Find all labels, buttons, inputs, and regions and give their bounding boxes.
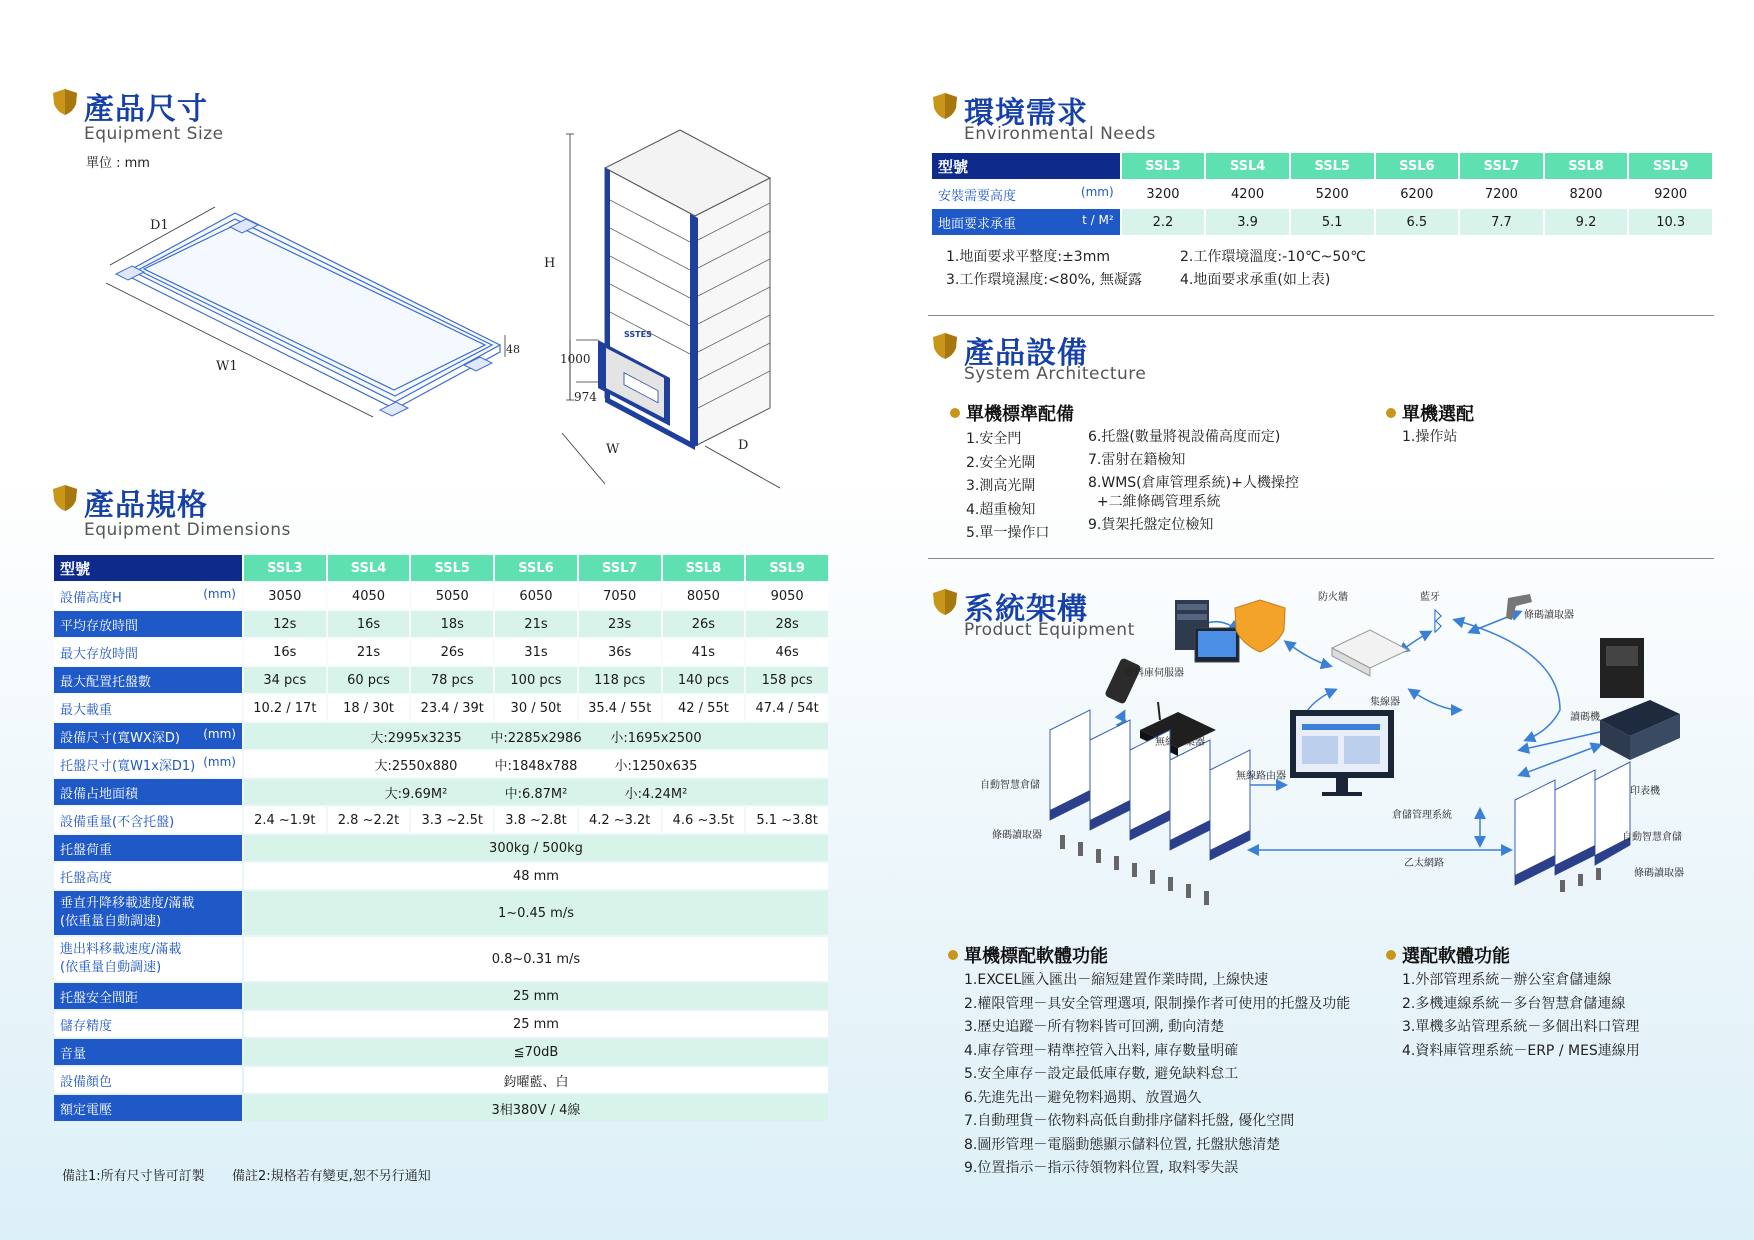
list-item: 3.歷史追蹤－所有物料皆可回溯, 動向清楚: [964, 1019, 1225, 1035]
opt-software-list: [1402, 969, 1640, 1063]
row-label: 托盤荷重: [54, 835, 242, 861]
table-cell: 34 pcs: [244, 667, 326, 693]
table-cell: 3200: [1122, 181, 1205, 207]
table-cell: 158 pcs: [746, 667, 828, 693]
section-subtitle: System Architecture: [964, 364, 1147, 384]
list-item: 4.超重檢知: [966, 501, 1036, 518]
tower-diagram: [540, 128, 800, 498]
env-note-4: 4.地面要求承重(如上表): [1180, 272, 1331, 288]
list-item: 4.庫存管理－精準控管入出料, 庫存數量明確: [964, 1042, 1239, 1059]
table-cell: 46s: [746, 639, 828, 665]
standard-list-col1: [966, 428, 1049, 546]
table-row: [54, 695, 828, 721]
wireless-collector-label: 無線採集器: [1155, 737, 1205, 748]
section-subtitle: Equipment Dimensions: [84, 520, 291, 540]
table-cell: 3.9: [1206, 209, 1289, 235]
table-cell: 3050: [244, 583, 326, 609]
table-cell: 2.4 ~1.9t: [244, 807, 326, 833]
span-cell: 25 mm: [244, 983, 828, 1009]
table-cell: 8050: [663, 583, 745, 609]
opt-software-heading: 選配軟體功能: [1386, 942, 1510, 968]
row-label: 進出料移載速度/滿載 (依重量自動調速): [54, 937, 242, 981]
depth-label: D: [738, 438, 749, 453]
row-label: 額定電壓: [54, 1095, 242, 1121]
height-label: H: [544, 256, 556, 271]
auto-warehouse-right-label: 自動智慧倉儲: [1622, 832, 1682, 843]
list-item: 1.EXCEL匯入匯出－縮短建置作業時間, 上線快速: [964, 972, 1269, 988]
equipment-dimensions-heading: [52, 480, 352, 550]
row-label: 托盤尺寸(寬W1x深D1) (mm): [54, 751, 242, 777]
list-item: 6.先進先出－避免物料過期、放置過久: [964, 1089, 1202, 1106]
model-cell: SSL4: [1206, 153, 1289, 179]
span-cell: 25 mm: [244, 1011, 828, 1037]
table-cell: 41s: [663, 639, 745, 665]
table-row: [54, 835, 828, 861]
model-cell: SSL9: [746, 555, 828, 581]
shield-icon: [932, 92, 958, 120]
table-cell: 35.4 / 55t: [579, 695, 661, 721]
table-cell: 31s: [495, 639, 577, 665]
list-item: 4.資料庫管理系統－ERP / MES連線用: [1402, 1042, 1640, 1059]
table-cell: 6200: [1376, 181, 1459, 207]
table-cell: 6050: [495, 583, 577, 609]
divider: [928, 558, 1714, 559]
list-item: 2.安全光閘: [966, 454, 1036, 471]
system-architecture-heading: [932, 328, 1232, 388]
server-icon: [1175, 600, 1239, 662]
table-cell: 100 pcs: [495, 667, 577, 693]
table-row: [54, 863, 828, 889]
table-cell: 26s: [663, 611, 745, 637]
list-item: 6.托盤(數量將視設備高度而定): [1088, 429, 1281, 445]
table-header-row: [932, 153, 1712, 179]
table-cell: 4.6 ~3.5t: [663, 807, 745, 833]
table-cell: 10.3: [1629, 209, 1712, 235]
firewall-label: 防火牆: [1318, 592, 1348, 603]
section-subtitle: Environmental Needs: [964, 124, 1156, 144]
auto-warehouse-left-label: 自動智慧倉儲: [980, 780, 1040, 791]
model-cell: SSL5: [411, 555, 493, 581]
table-cell: 5200: [1291, 181, 1374, 207]
row-label: 地面要求承重 t / M²: [932, 209, 1120, 235]
table-cell: 5050: [411, 583, 493, 609]
span-cell: 鈞曜藍、白: [244, 1067, 828, 1093]
table-row: [54, 583, 828, 609]
model-cell: SSL6: [1376, 153, 1459, 179]
section-title: 產品規格: [84, 488, 208, 523]
list-item: 2.權限管理－具安全管理選項, 限制操作者可使用的托盤及功能: [964, 995, 1351, 1012]
table-cell: 9.2: [1545, 209, 1628, 235]
span-cell: 大:9.69M² 中:6.87M² 小:4.24M²: [244, 779, 828, 805]
list-item: 7.雷射在籍檢知: [1088, 452, 1186, 468]
table-row: [54, 891, 828, 935]
table-cell: 7050: [579, 583, 661, 609]
table-row: [54, 611, 828, 637]
shield-icon: [52, 88, 78, 116]
table-row: [54, 751, 828, 777]
std-software-heading: 單機標配軟體功能: [948, 942, 1108, 968]
unit-label: 單位 : mm: [86, 156, 150, 171]
model-cell: SSL8: [663, 555, 745, 581]
table-cell: 47.4 / 54t: [746, 695, 828, 721]
model-cell: SSL5: [1291, 153, 1374, 179]
env-note-2: 2.工作環境溫度:-10℃~50℃: [1180, 249, 1366, 265]
note-1: 備註1:所有尺寸皆可訂製: [62, 1169, 205, 1184]
bluetooth-label: 藍牙: [1420, 592, 1440, 603]
table-cell: 9200: [1629, 181, 1712, 207]
table-row: [54, 667, 828, 693]
divider: [928, 315, 1714, 316]
row-label: 最大載重: [54, 695, 242, 721]
table-cell: 140 pcs: [663, 667, 745, 693]
environmental-needs-heading: [932, 88, 1232, 148]
section-title: 產品尺寸: [84, 92, 208, 127]
row-label: 設備顏色: [54, 1067, 242, 1093]
door-logo: SSTES: [624, 330, 652, 339]
span-cell: 大:2550x880 中:1848x788 小:1250x635: [244, 751, 828, 777]
barcode-reader-left-label: 條碼讀取器: [992, 830, 1042, 841]
list-item: 8.WMS(倉庫管理系統)+人機操控: [1088, 475, 1299, 491]
row-label: 音量: [54, 1039, 242, 1065]
list-item: 5.安全庫存－設定最低庫存數, 避免缺料怠工: [964, 1066, 1239, 1082]
model-cell: SSL6: [495, 555, 577, 581]
table-cell: 28s: [746, 611, 828, 637]
table-cell: 4.2 ~3.2t: [579, 807, 661, 833]
row-label: 儲存精度: [54, 1011, 242, 1037]
shield-icon: [932, 332, 958, 360]
row-label: 托盤安全間距: [54, 983, 242, 1009]
table-cell: 42 / 55t: [663, 695, 745, 721]
spec-table: [52, 553, 830, 1123]
env-table: [930, 151, 1714, 237]
model-cell: SSL7: [579, 555, 661, 581]
list-item: 2.多機連線系統－多台智慧倉儲連線: [1402, 995, 1626, 1012]
d1-label: D1: [150, 218, 169, 233]
table-row: [54, 983, 828, 1009]
section-title: 產品設備: [964, 336, 1088, 371]
env-note-3: 3.工作環境濕度:<80%, 無凝露: [946, 272, 1142, 288]
barcode-reader-right-label: 條碼讀取器: [1634, 868, 1684, 879]
table-cell: 78 pcs: [411, 667, 493, 693]
table-row: [54, 639, 828, 665]
table-row: [54, 1067, 828, 1093]
row-label: 最大存放時間: [54, 639, 242, 665]
table-cell: 4050: [328, 583, 410, 609]
table-cell: 6.5: [1376, 209, 1459, 235]
table-cell: 18s: [411, 611, 493, 637]
model-cell: SSL9: [1629, 153, 1712, 179]
span-cell: 3相380V / 4線: [244, 1095, 828, 1121]
table-row: [54, 1095, 828, 1121]
span-cell: 48 mm: [244, 863, 828, 889]
row-label: 托盤高度: [54, 863, 242, 889]
table-row: [54, 779, 828, 805]
table-cell: 30 / 50t: [495, 695, 577, 721]
span-cell: 0.8~0.31 m/s: [244, 937, 828, 981]
model-cell: SSL8: [1545, 153, 1628, 179]
section-title: 系統架構: [964, 592, 1088, 627]
wireless-router-label: 無線路由器: [1236, 771, 1286, 782]
model-cell: SSL3: [1122, 153, 1205, 179]
shield-icon: [52, 484, 78, 512]
architecture-diagram: [960, 580, 1700, 940]
list-item: 3.單機多站管理系統－多個出料口管理: [1402, 1019, 1640, 1035]
list-item: 5.單一操作口: [966, 525, 1050, 541]
section-subtitle: Product Equipment: [964, 620, 1135, 640]
barcode-reader-top-label: 條碼讀取器: [1524, 610, 1574, 621]
table-cell: 36s: [579, 639, 661, 665]
list-item: 3.測高光閘: [966, 478, 1036, 494]
table-cell: 4200: [1206, 181, 1289, 207]
env-note-1: 1.地面要求平整度:±3mm: [946, 249, 1110, 265]
wms-label: 倉儲管理系統: [1392, 810, 1452, 821]
row-label: 設備尺寸(寬WX深D) (mm): [54, 723, 242, 749]
table-cell: 26s: [411, 639, 493, 665]
hub-label: 集線器: [1370, 697, 1400, 708]
optional-list-item: 1.操作站: [1402, 429, 1458, 445]
table-cell: 2.2: [1122, 209, 1205, 235]
model-cell: SSL3: [244, 555, 326, 581]
table-cell: 18 / 30t: [328, 695, 410, 721]
standard-list-col2: [1088, 428, 1299, 535]
table-cell: 21s: [328, 639, 410, 665]
span-cell: 大:2995x3235 中:2285x2986 小:1695x2500: [244, 723, 828, 749]
ethernet-label: 乙太網路: [1404, 858, 1444, 869]
std-software-list: [964, 969, 1350, 1181]
list-item: 9.位置指示－指示待領物料位置, 取料零失誤: [964, 1160, 1239, 1176]
opening-height-label: 974: [574, 390, 597, 404]
table-row: [54, 1039, 828, 1065]
header-cell: 型號: [54, 555, 242, 581]
table-row: [932, 209, 1712, 235]
table-row: [54, 723, 828, 749]
tray-height-label: 48: [506, 343, 520, 356]
row-label: 垂直升降移載速度/滿載 (依重量自動調速): [54, 891, 242, 935]
door-height-label: 1000: [560, 352, 591, 366]
printer-label: 印表機: [1630, 786, 1660, 797]
optional-config-heading: 單機選配: [1386, 400, 1474, 426]
span-cell: 1~0.45 m/s: [244, 891, 828, 935]
list-item: +二維條碼管理系統: [1088, 494, 1221, 510]
table-row: [54, 807, 828, 833]
row-label: 設備高度H (mm): [54, 583, 242, 609]
svg-text:ᛒ: ᛒ: [1430, 607, 1446, 637]
list-item: 1.外部管理系統－辦公室倉儲連線: [1402, 972, 1612, 988]
model-cell: SSL4: [328, 555, 410, 581]
table-cell: 12s: [244, 611, 326, 637]
list-item: 1.安全門: [966, 431, 1022, 447]
table-row: [54, 937, 828, 981]
table-cell: 118 pcs: [579, 667, 661, 693]
table-row: [932, 181, 1712, 207]
table-cell: 60 pcs: [328, 667, 410, 693]
row-label: 設備占地面積: [54, 779, 242, 805]
tray-diagram: [80, 195, 530, 455]
table-cell: 7.7: [1460, 209, 1543, 235]
row-label: 設備重量(不含托盤): [54, 807, 242, 833]
span-cell: ≦70dB: [244, 1039, 828, 1065]
table-header-row: [54, 555, 828, 581]
table-cell: 9050: [746, 583, 828, 609]
w1-label: W1: [216, 359, 238, 374]
span-cell: 300kg / 500kg: [244, 835, 828, 861]
note-2: 備註2:規格若有變更,恕不另行通知: [232, 1169, 431, 1184]
header-cell: 型號: [932, 153, 1120, 179]
equipment-size-heading: [52, 84, 352, 154]
list-item: 8.圖形管理－電腦動態顯示儲料位置, 托盤狀態清楚: [964, 1136, 1281, 1153]
width-label: W: [606, 442, 620, 457]
table-row: [54, 1011, 828, 1037]
shield-icon: [932, 588, 958, 616]
table-cell: 5.1 ~3.8t: [746, 807, 828, 833]
list-item: 9.貨架托盤定位檢知: [1088, 517, 1214, 533]
table-cell: 16s: [328, 611, 410, 637]
model-cell: SSL7: [1460, 153, 1543, 179]
table-cell: 3.8 ~2.8t: [495, 807, 577, 833]
db-server-label: 資料庫伺服器: [1124, 668, 1184, 679]
row-label: 平均存放時間: [54, 611, 242, 637]
section-title: 環境需求: [964, 96, 1088, 131]
table-cell: 5.1: [1291, 209, 1374, 235]
table-cell: 16s: [244, 639, 326, 665]
table-cell: 23s: [579, 611, 661, 637]
table-cell: 3.3 ~2.5t: [411, 807, 493, 833]
table-cell: 10.2 / 17t: [244, 695, 326, 721]
standard-config-heading: 單機標準配備: [950, 400, 1074, 426]
table-cell: 23.4 / 39t: [411, 695, 493, 721]
table-cell: 21s: [495, 611, 577, 637]
list-item: 7.自動理貨－依物料高低自動排序儲料托盤, 優化空間: [964, 1113, 1295, 1129]
row-label: 安裝需要高度 (mm): [932, 181, 1120, 207]
row-label: 最大配置托盤數: [54, 667, 242, 693]
table-cell: 7200: [1460, 181, 1543, 207]
section-subtitle: Equipment Size: [84, 124, 224, 144]
reader-label: 讀碼機: [1570, 712, 1600, 723]
table-cell: 2.8 ~2.2t: [328, 807, 410, 833]
table-cell: 8200: [1545, 181, 1628, 207]
